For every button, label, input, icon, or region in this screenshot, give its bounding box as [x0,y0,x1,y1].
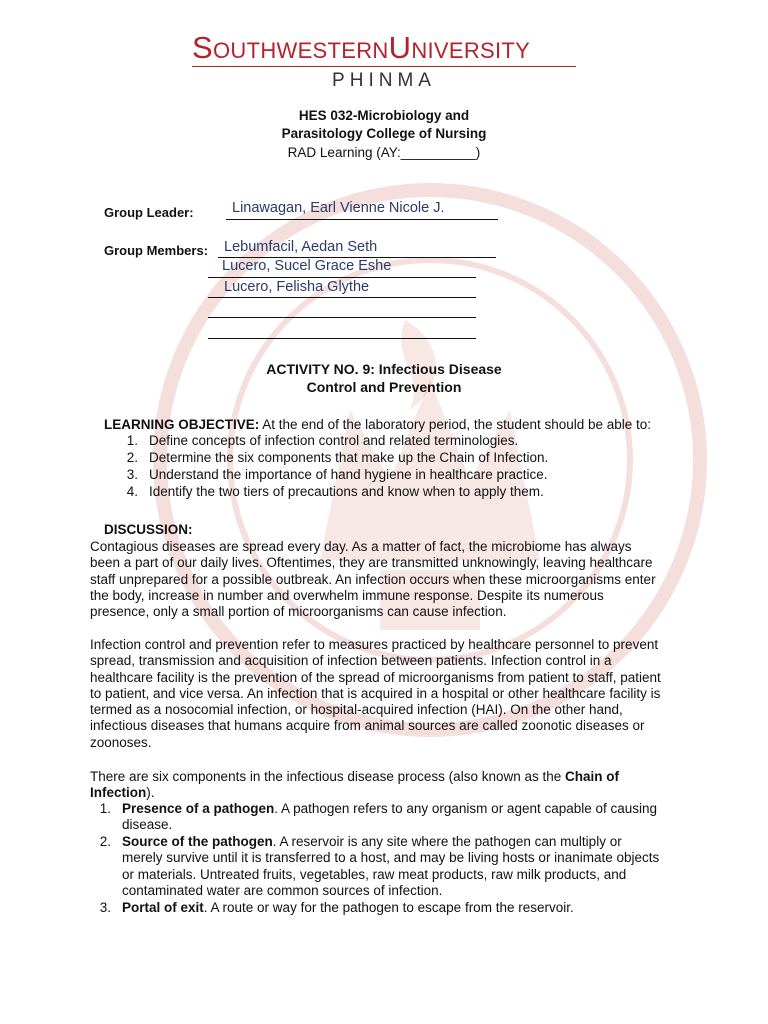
member-underline-4 [208,317,476,318]
group-member-3: Lucero, Felisha Glythe [224,279,370,295]
group-member-1: Lebumfacil, Aedan Seth [224,239,378,255]
member-underline-2 [208,277,476,278]
group-members-label: Group Members: [104,243,209,258]
document-page: SOUTHWESTERNUNIVERSITY PHINMA HES 032-Microbiology and Parasitology College of Nursing RAD Learning (AY:__________) Group Leader: Linawagan, Earl Vienne Nicole J. Group Members: Lebumfacil, Aedan Seth Lucero, Sucel Grace Eshe Lucero, Felisha Glythe ACTIVITY NO. 9: Infectious Disease Control and Prevention LEARNING OBJECTIVE: At the end of the laboratory period, the student should be able to: 1. Define concepts of infection control and related terminologies. 2. Determine the six components that make up the Chain of Infection. 3. Understand the importance of hand hygiene in healthcare practice. 4. Identify the two tiers of precautions and know when to apply them. DISCUSSION: Contagious diseases are spread every day. As a matter of fact, the microbiome has always been a part of our daily lives. Oftentimes, they are transmitted unknowingly, leaving healthcare staff unprepared for a possible outbreak. An infection occurs when these microorganisms enter the body, increase in number and overwhelm immune response. Despite its numerous presence, only a small portion of microorganisms can cause infection. Infection control and prevention refer to measures practiced by healthcare personnel to prevent spread, transmission and acquisition of infection between patients. Infection control in a healthcare facility is the prevention of the spread of microorganisms from patient to staff, patient to patient, and vice versa. An infection that is acquired in a hospital or other healthcare facility is termed as a nosocomial infection, or hospital-acquired infection (HAI). On the other hand, infectious diseases that humans acquire from animal sources are called zoonotic diseases or zoonoses. There are six components in the infectious disease process (also known as the Chain of Infection). 1. Presence of a pathogen. A pathogen refers to any organism or agent capable of causing disease. 2. Source of the pathogen. A reservoir is any site where the pathogen can multiply or merely survive until it is transferred to a host, and may be living hosts or inanimate objects or materials. Untreated fruits, vegetables, raw meat products, raw milk products, and contaminated water are common sources of infection. 3. Portal of exit. A route or way for the pathogen to escape from the reservoir. [0,0,768,1024]
group-member-2: Lucero, Sucel Grace Eshe [222,258,392,274]
logo-divider [192,66,576,67]
member-underline-5 [208,338,476,339]
discussion-paragraph-1: Contagious diseases are spread every day. As a matter of fact, the microbiome has always been a part of our daily lives. Oftentimes, they are transmitted unknowingly, leaving healthcare staff unprepared for a possible outbreak. An infection occurs when these microorganisms enter the body, increase in number and overwhelm immune response. Despite its numerous presence, only a small portion of microorganisms can cause infection. [90,539,656,620]
course-title-line2: Parasitology College of Nursing [281,126,487,141]
activity-title-line1: ACTIVITY NO. 9: Infectious Disease [266,361,502,377]
logo-subtitle: PHINMA [332,70,436,91]
discussion-heading: DISCUSSION: [104,522,193,537]
group-leader-name: Linawagan, Earl Vienne Nicole J. [232,200,445,216]
group-leader-underline [226,219,498,220]
university-logo-wordmark: SOUTHWESTERNUNIVERSITY [192,30,531,65]
discussion-paragraph-3: There are six components in the infectious disease process (also known as the Chain of Infection). [90,769,619,801]
rad-learning-line: RAD Learning (AY:__________) [287,145,481,160]
learning-objective-intro: LEARNING OBJECTIVE: At the end of the laboratory period, the student should be able to: [104,417,652,432]
group-leader-label: Group Leader: [104,205,194,220]
activity-title-line2: Control and Prevention [306,379,462,395]
course-title-line1: HES 032-Microbiology and [298,108,470,123]
member-underline-3 [208,297,476,298]
discussion-paragraph-2: Infection control and prevention refer to measures practiced by healthcare personnel to prevent spread, transmission and acquisition of infection between patients. Infection control in a healthcare facility is the prevention of the spread of microorganisms from patient to staff, patient to patient, and vice versa. An infection that is acquired in a hospital or other healthcare facility is termed as a nosocomial infection, or hospital-acquired infection (HAI). On the other hand, infectious diseases that humans acquire from animal sources are called zoonotic diseases or zoonoses. [90,637,661,750]
